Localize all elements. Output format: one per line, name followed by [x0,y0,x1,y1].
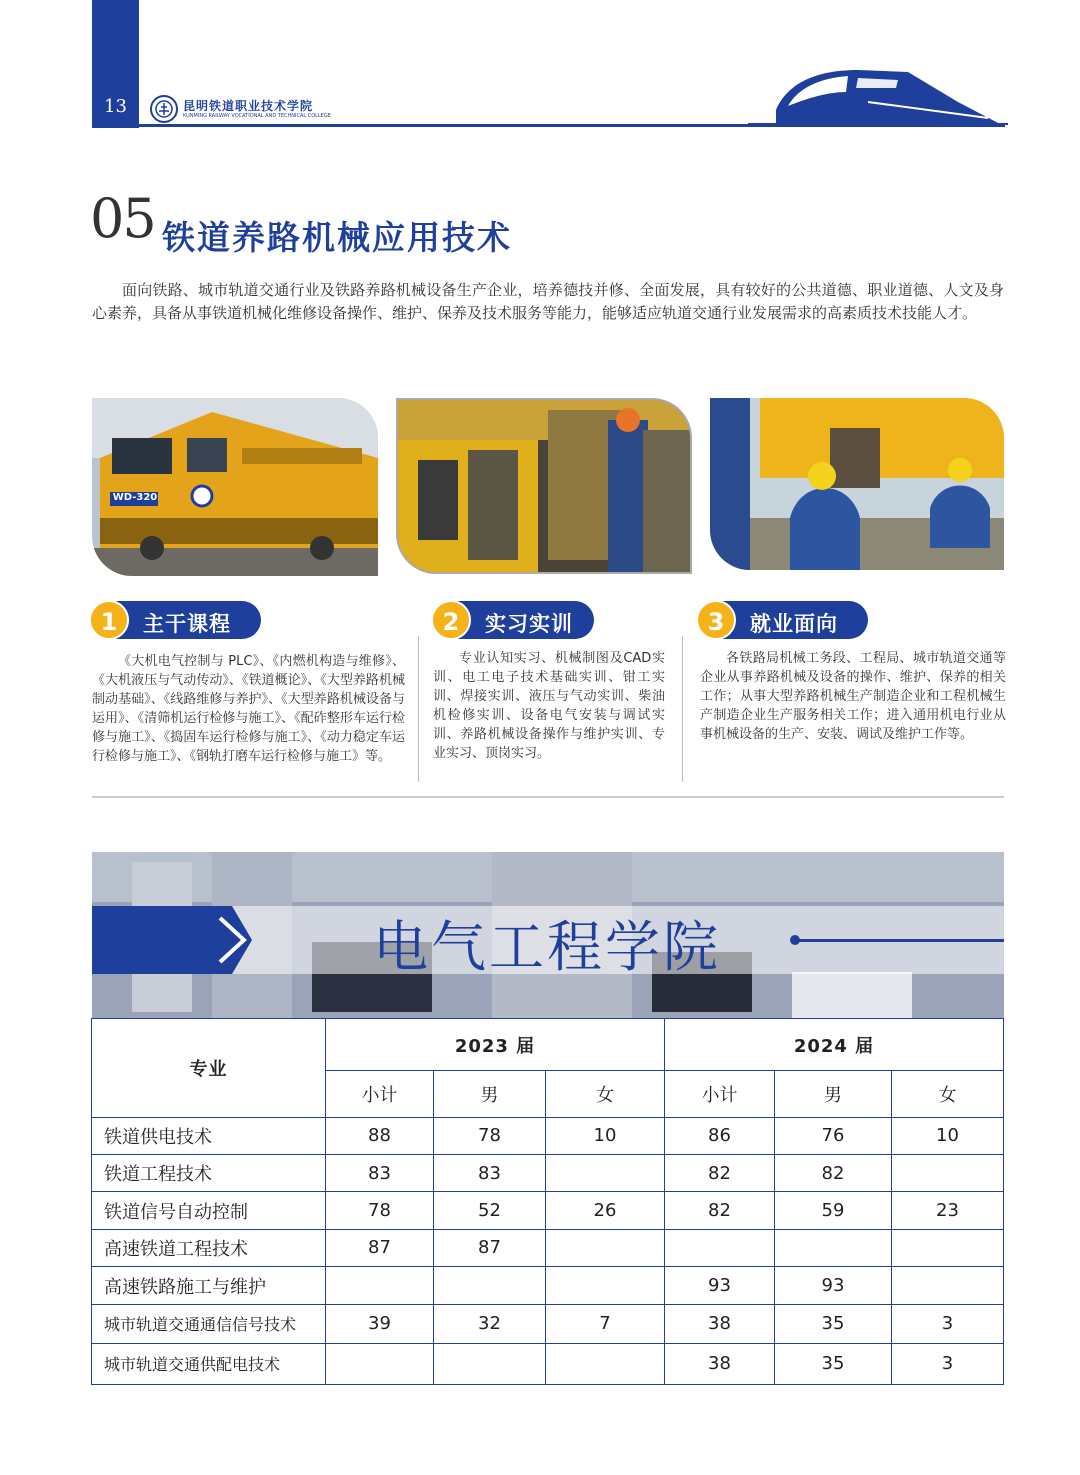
major-cell: 铁道信号自动控制 [92,1192,326,1229]
value-cell [546,1229,665,1266]
value-cell: 83 [434,1155,546,1192]
employment-text: 各铁路局机械工务段、工程局、城市轨道交通等企业从事养路机械及设备的操作、维护、保养的相关工作；从事大型养路机械生产制造企业和工程机械生产制造企业生产服务相关工作；进入通用机电行业从事机械设备的生产、安装、调试及维护工作等。 [700,651,1006,742]
major-cell: 铁道工程技术 [92,1155,326,1192]
value-cell [665,1229,775,1266]
table-row [92,1229,1004,1266]
value-cell: 76 [775,1117,892,1154]
major-cell: 铁道供电技术 [92,1117,326,1154]
table-row [92,1305,1004,1343]
value-cell: 52 [434,1192,546,1229]
school-name: 昆明铁道职业技术学院 [183,99,314,113]
school-logo-icon [150,95,178,123]
school-name-en: KUNMING RAILWAY VOCATIONAL AND TECHNICAL COLLEGE [183,113,331,119]
value-cell [434,1266,546,1304]
value-cell: 32 [434,1305,546,1343]
major-cell: 高速铁路施工与维护 [92,1266,326,1304]
photo-field-work [710,398,1004,570]
core-courses-text: 《大机电气控制与 PLC》、《内燃机构造与维修》、《大机液压与气动传动》、《铁道概论》、《大型养路机械制动基础》、《线路维修与养护》、《大型养路机械设备与运用》、《清筛机运行检修与施工》、《配砟整形车运行检修与施工》、《捣固车运行检修与施工》、《动力稳定车运行检修与施工》、《钢轨打磨车运行检修与施工》等。 [92,654,405,764]
heading-practical-training [437,601,594,639]
value-cell [546,1266,665,1304]
value-cell: 93 [665,1266,775,1304]
section-title: 铁道养路机械应用技术 [162,218,512,257]
practical-training-text: 专业认知实习、机械制图及CAD实训、电工电子技术基础实训、钳工实训、焊接实训、液压与气动实训、柴油机检修实训、设备电气安装与调试实训、养路机械设备操作与维护实训、专业实习、顶岗实习。 [433,651,665,761]
year-header-2024: 2024 届 [665,1019,1004,1071]
subheader-cell: 男 [434,1071,546,1117]
major-cell: 高速铁道工程技术 [92,1229,326,1266]
value-cell: 93 [775,1266,892,1304]
value-cell: 3 [892,1343,1004,1384]
value-cell [775,1229,892,1266]
column-divider [418,636,419,782]
value-cell: 38 [665,1343,775,1384]
table-row [92,1155,1004,1192]
major-cell: 城市轨道交通供配电技术 [92,1343,326,1384]
table-row [92,1117,1004,1154]
value-cell [546,1343,665,1384]
value-cell [434,1343,546,1384]
section-divider [92,796,1004,798]
value-cell: 82 [665,1155,775,1192]
value-cell: 23 [892,1192,1004,1229]
value-cell: 35 [775,1343,892,1384]
value-cell: 87 [326,1229,434,1266]
value-cell: 35 [775,1305,892,1343]
value-cell: 10 [546,1117,665,1154]
subheader-cell: 女 [546,1071,665,1117]
value-cell: 82 [665,1192,775,1229]
value-cell: 88 [326,1117,434,1154]
section-intro: 面向铁路、城市轨道交通行业及铁路养路机械设备生产企业，培养德技并修、全面发展，具有较好的公共道德、职业道德、人文及身心素养，具备从事铁道机械化维修设备操作、维护、保养及技术服务等能力，能够适应轨道交通行业发展需求的高素质技术技能人才。 [92,281,1004,322]
heading-number-badge: 1 [89,600,129,640]
table-row [92,1192,1004,1229]
page-number: 13 [104,96,127,117]
photo-track-machine [92,398,378,576]
subheader-cell: 小计 [665,1071,775,1117]
subheader-cell: 男 [775,1071,892,1117]
value-cell: 87 [434,1229,546,1266]
year-header-2023: 2023 届 [326,1019,665,1071]
value-cell [326,1266,434,1304]
value-cell [546,1155,665,1192]
subheader-cell: 小计 [326,1071,434,1117]
college-title: 电气工程学院 [373,915,722,979]
value-cell: 10 [892,1117,1004,1154]
heading-number-badge: 3 [696,600,736,640]
value-cell: 86 [665,1117,775,1154]
heading-employment [702,601,868,639]
value-cell: 7 [546,1305,665,1343]
major-header: 专业 [92,1019,326,1118]
value-cell [892,1229,1004,1266]
table-row [92,1266,1004,1304]
train-icon [748,62,1008,128]
heading-core-courses [95,601,261,639]
value-cell: 3 [892,1305,1004,1343]
section-number: 05 [90,187,155,250]
value-cell: 83 [326,1155,434,1192]
heading-label: 主干课程 [143,612,231,636]
major-cell: 城市轨道交通通信信号技术 [92,1305,326,1343]
value-cell: 78 [326,1192,434,1229]
table-header-row [92,1019,1004,1071]
value-cell: 78 [434,1117,546,1154]
photo-workshop [396,398,692,574]
heading-number-badge: 2 [431,600,471,640]
heading-label: 就业面向 [750,612,838,636]
enrollment-table [91,1018,1004,1385]
column-divider [682,636,683,782]
value-cell: 39 [326,1305,434,1343]
value-cell [892,1155,1004,1192]
vehicle-plate: WD-320 [112,492,158,503]
value-cell: 38 [665,1305,775,1343]
value-cell [326,1343,434,1384]
value-cell: 82 [775,1155,892,1192]
value-cell: 26 [546,1192,665,1229]
value-cell [892,1266,1004,1304]
value-cell: 59 [775,1192,892,1229]
subheader-cell: 女 [892,1071,1004,1117]
heading-label: 实习实训 [485,612,573,636]
table-row [92,1343,1004,1384]
